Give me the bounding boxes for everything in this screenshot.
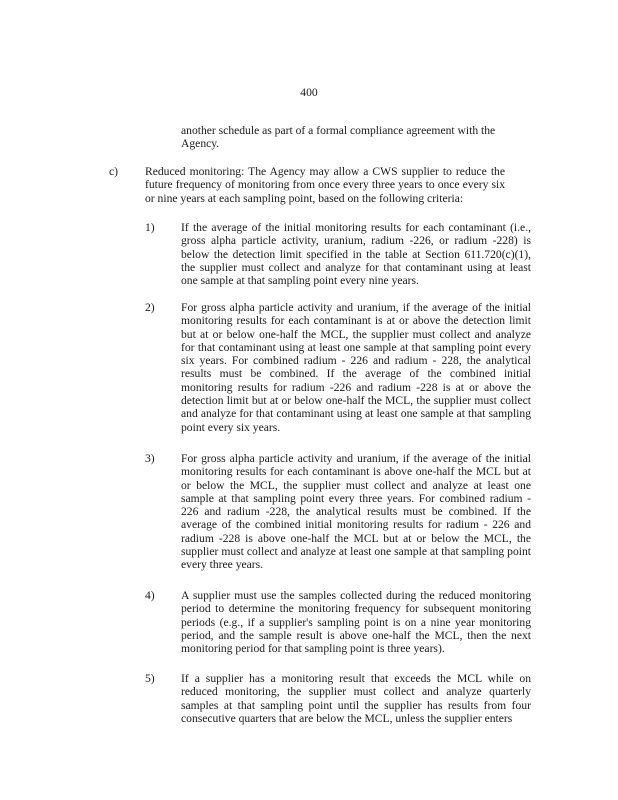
list-item-text: A supplier must use the samples collected during the reduced monitoring period to determine the monitoring frequency for subsequent monitoring periods (e.g., if a supplier's sampling point is on a nine year monitoring period, and the sample result is above one-half the MCL, then the next monitoring period for that sampling point is three years). [181,589,531,656]
continuation-paragraph: another schedule as part of a formal compliance agreement with the Agency. [181,124,496,151]
list-item-number: 3) [145,452,155,465]
subsection-text: Reduced monitoring: The Agency may allow a CWS supplier to reduce the future frequency of monitoring from once every three years to once every six or nine years at each sampling point, based on the following criteria: [145,165,505,205]
list-item-text: For gross alpha particle activity and uranium, if the average of the initial monitoring results for each contaminant is at or above the detection limit but at or below one-half the MCL, the supplier must collect and analyze for that contaminant using at least one sample at that sampling point every six years. For combined radium - 226 and radium - 228, the analytical results must be combined. If the average of the combined initial monitoring results for radium -226 and radium -228 is at or above the detection limit but at or below one-half the MCL, the supplier must collect and analyze for that contaminant using at least one sample at that sampling point every six years. [181,301,531,434]
list-item-number: 4) [145,589,155,602]
subsection-label: c) [109,165,119,178]
list-item-text: For gross alpha particle activity and uranium, if the average of the initial monitoring results for each contaminant is above one-half the MCL but at or below the MCL, the supplier must collect and analyze at least one sample at that sampling point every three years. For combined radium - 226 and radium -228, the analytical results must be combined. If the average of the combined initial monitoring results for radium - 226 and radium -228 is above one-half the MCL but at or below the MCL, the supplier must collect and analyze at least one sample at that sampling point every three years. [181,452,531,572]
page-number: 400 [300,86,318,99]
list-item-number: 5) [145,672,155,685]
list-item-number: 2) [145,301,155,314]
list-item-text: If a supplier has a monitoring result that exceeds the MCL while on reduced monitoring, the supplier must collect and analyze quarterly samples at that sampling point until the supplier has results from four consecutive quarters that are below the MCL, unless the supplier enters [181,672,531,725]
list-item-text: If the average of the initial monitoring results for each contaminant (i.e., gross alpha particle activity, uranium, radium -226, or radium -228) is below the detection limit specified in the table at Section 611.720(c)(1), the supplier must collect and analyze for that contaminant using at least one sample at that sampling point every nine years. [181,221,531,288]
list-item-number: 1) [145,221,155,234]
